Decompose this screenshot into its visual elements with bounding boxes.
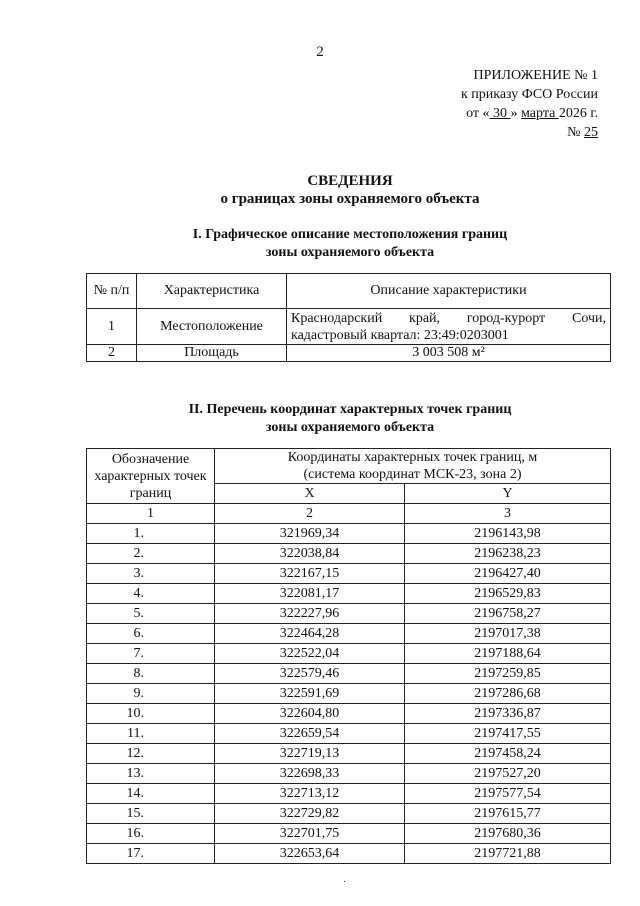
coord-x: 322653,64 [215, 844, 405, 864]
table-row [87, 524, 611, 544]
coord-y: 2196529,83 [405, 584, 611, 604]
coord-x: 322659,54 [215, 724, 405, 744]
column-number-1: 1 [87, 504, 215, 524]
row-number: 2 [87, 345, 137, 362]
table-row [87, 684, 611, 704]
point-number: 8. [87, 664, 215, 684]
header-description: Описание характеристики [287, 274, 611, 309]
point-number: 12. [87, 744, 215, 764]
appendix-number [420, 123, 598, 142]
coord-y: 2197577,54 [405, 784, 611, 804]
header-coordinates-line-2: (система координат МСК-23, зона 2) [303, 467, 522, 482]
number-value: 25 [584, 125, 598, 140]
header-number: № п/п [87, 274, 137, 309]
row-characteristic: Местоположение [137, 309, 287, 345]
appendix-date [420, 104, 598, 123]
header-coordinates-line-1: Координаты характерных точек границ, м [287, 450, 538, 465]
point-number: 5. [87, 604, 215, 624]
point-number: 17. [87, 844, 215, 864]
scan-mark: ˙ [343, 880, 347, 891]
coord-y: 2196427,40 [405, 564, 611, 584]
section-2-line-2: зоны охраняемого объекта [265, 420, 435, 435]
table-row [87, 345, 611, 362]
table-row [87, 804, 611, 824]
appendix-title: ПРИЛОЖЕНИЕ № 1 [473, 68, 598, 83]
table-row [87, 584, 611, 604]
point-number: 15. [87, 804, 215, 824]
point-number: 11. [87, 724, 215, 744]
section-1-line-1: I. Графическое описание местоположения границ [192, 227, 508, 242]
point-number: 3. [87, 564, 215, 584]
coord-y: 2197017,38 [405, 624, 611, 644]
column-number-2: 2 [215, 504, 405, 524]
point-number: 14. [87, 784, 215, 804]
table-row [87, 644, 611, 664]
title-line-2: о границах зоны охраняемого объекта [220, 191, 480, 207]
coord-x: 321969,34 [215, 524, 405, 544]
section-2-heading [0, 401, 640, 437]
table-row [87, 604, 611, 624]
coord-x: 322604,80 [215, 704, 405, 724]
row-description: Краснодарский край, город-курорт Сочи, кадастровый квартал: 23:49:0203001 [287, 309, 611, 345]
coord-x: 322729,82 [215, 804, 405, 824]
date-day: 30 [489, 106, 511, 121]
coord-y: 2197458,24 [405, 744, 611, 764]
row-description: 3 003 508 м² [287, 345, 611, 362]
column-number-3: 3 [405, 504, 611, 524]
coord-x: 322591,69 [215, 684, 405, 704]
point-number: 9. [87, 684, 215, 704]
table-row [87, 844, 611, 864]
header-coordinates [215, 449, 611, 484]
column-number-row [87, 504, 611, 524]
coord-x: 322522,04 [215, 644, 405, 664]
section-1-line-2: зоны охраняемого объекта [265, 245, 435, 260]
table-row [87, 544, 611, 564]
location-table [86, 273, 611, 362]
coord-x: 322227,96 [215, 604, 405, 624]
header-y: Y [405, 484, 611, 504]
point-number: 10. [87, 704, 215, 724]
coord-x: 322464,28 [215, 624, 405, 644]
point-number: 1. [87, 524, 215, 544]
section-2-line-1: II. Перечень координат характерных точек границ [188, 402, 512, 417]
coord-x: 322167,15 [215, 564, 405, 584]
row-characteristic: Площадь [137, 345, 287, 362]
coord-y: 2197527,20 [405, 764, 611, 784]
coord-y: 2197259,85 [405, 664, 611, 684]
point-number: 7. [87, 644, 215, 664]
coord-y: 2196143,98 [405, 524, 611, 544]
point-number: 13. [87, 764, 215, 784]
row-number: 1 [87, 309, 137, 345]
section-1-heading [0, 226, 640, 262]
point-number: 6. [87, 624, 215, 644]
point-number: 2. [87, 544, 215, 564]
table-row [87, 724, 611, 744]
coord-y: 2196238,23 [405, 544, 611, 564]
table-row [87, 564, 611, 584]
table-row [87, 704, 611, 724]
table-header-row [87, 274, 611, 309]
table-row [87, 784, 611, 804]
coord-y: 2197417,55 [405, 724, 611, 744]
table-row [87, 309, 611, 345]
point-number: 16. [87, 824, 215, 844]
title-line-1: СВЕДЕНИЯ [307, 173, 393, 189]
date-month: марта [521, 106, 559, 121]
page-number: 2 [316, 44, 324, 60]
coord-y: 2197680,36 [405, 824, 611, 844]
point-number: 4. [87, 584, 215, 604]
table-row [87, 744, 611, 764]
coord-y: 2196758,27 [405, 604, 611, 624]
coord-x: 322713,12 [215, 784, 405, 804]
header-point-designation: Обозначение характерных точек границ [87, 449, 215, 504]
coord-x: 322579,46 [215, 664, 405, 684]
coordinates-table [86, 448, 611, 864]
appendix-block [420, 66, 598, 142]
coord-y: 2197615,77 [405, 804, 611, 824]
date-prefix: от « [466, 106, 490, 121]
number-prefix: № [567, 125, 584, 140]
coord-x: 322701,75 [215, 824, 405, 844]
header-characteristic: Характеристика [137, 274, 287, 309]
table-row [87, 664, 611, 684]
date-year: 2026 г. [558, 106, 598, 121]
coordinates-header-row [87, 449, 611, 484]
table-row [87, 624, 611, 644]
date-mid: » [510, 106, 522, 121]
table-row [87, 764, 611, 784]
coord-y: 2197336,87 [405, 704, 611, 724]
appendix-order: к приказу ФСО России [460, 87, 598, 102]
coord-y: 2197286,68 [405, 684, 611, 704]
document-title [0, 172, 640, 208]
coord-x: 322038,84 [215, 544, 405, 564]
table-row [87, 824, 611, 844]
coord-y: 2197188,64 [405, 644, 611, 664]
coord-x: 322081,17 [215, 584, 405, 604]
coord-x: 322698,33 [215, 764, 405, 784]
header-x: X [215, 484, 405, 504]
coord-y: 2197721,88 [405, 844, 611, 864]
coord-x: 322719,13 [215, 744, 405, 764]
